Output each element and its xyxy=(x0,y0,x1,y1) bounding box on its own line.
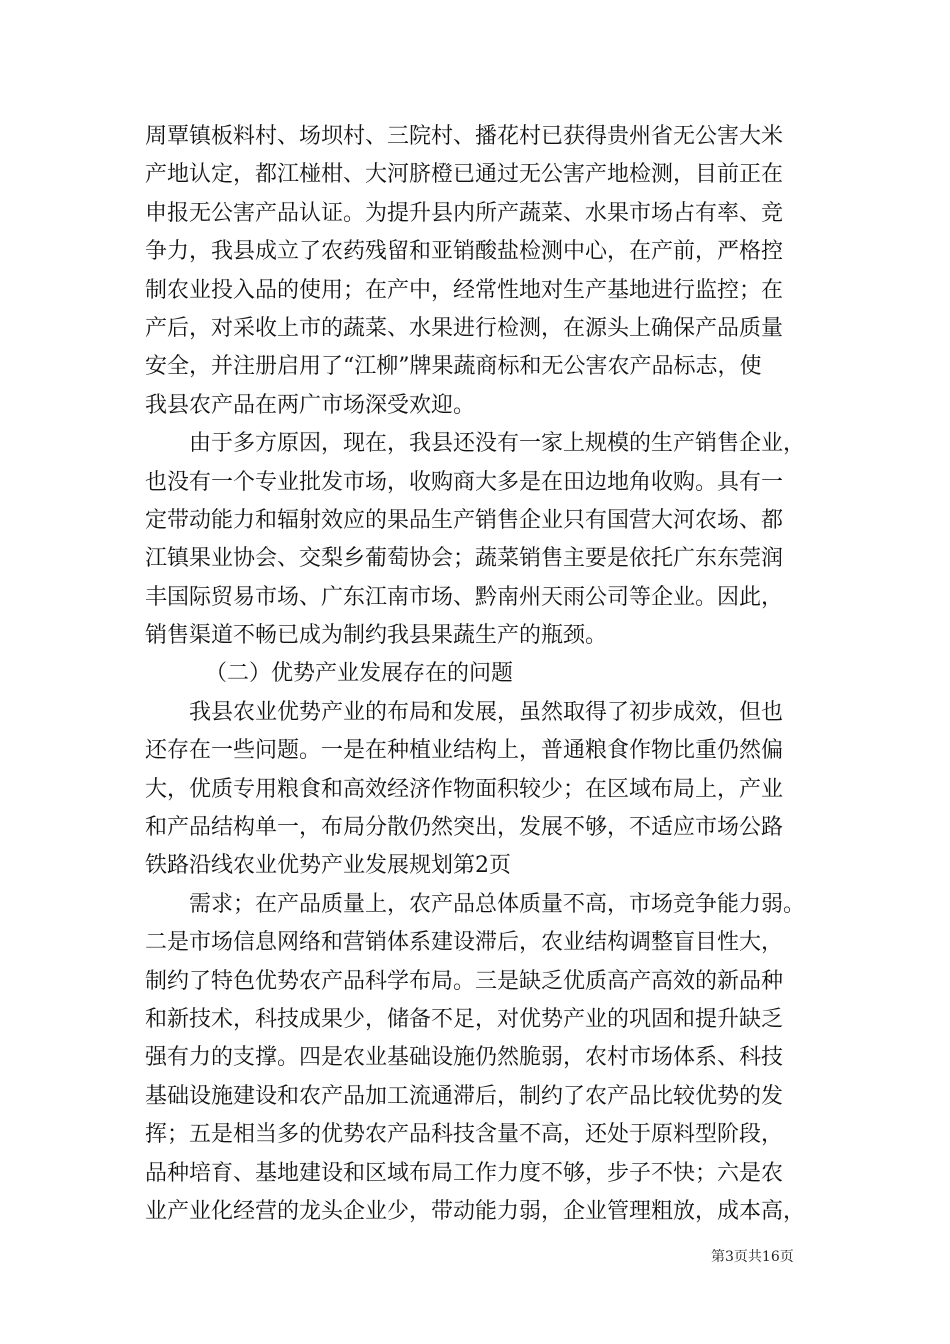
text-line: 争力，我县成立了农药残留和亚销酸盐检测中心，在产前，严格控 xyxy=(145,239,784,265)
text-line: 周覃镇板料村、场坝村、三院村、播花村已获得贵州省无公害大米 xyxy=(145,124,784,149)
text-line: 和产品结构单一，布局分散仍然突出，发展不够，不适应市场公路 xyxy=(145,815,784,841)
text-line: 和新技术，科技成果少，储备不足，对优势产业的巩固和提升缺乏 xyxy=(145,1006,784,1032)
text-line: 挥；五是相当多的优势农产品科技含量不高，还处于原料型阶段， xyxy=(145,1122,784,1148)
text-line: 申报无公害产品认证。为提升县内所产蔬菜、水果市场占有率、竞 xyxy=(145,200,784,226)
text-line: 也没有一个专业批发市场，收购商大多是在田边地角收购。具有一 xyxy=(145,469,784,495)
page-number-footer: 第3页共16页 xyxy=(711,1249,794,1265)
text-line: 销售渠道不畅已成为制约我县果蔬生产的瓶颈。 xyxy=(145,623,608,649)
text-line: 业产业化经营的龙头企业少，带动能力弱，企业管理粗放，成本高， xyxy=(145,1198,806,1224)
text-line: 制农业投入品的使用；在产中，经常性地对生产基地进行监控；在 xyxy=(145,277,784,303)
text-line: 定带动能力和辐射效应的果品生产销售企业只有国营大河农场、都 xyxy=(145,507,784,533)
text-line: 安全，并注册启用了“江柳”牌果蔬商标和无公害农产品标志，使 xyxy=(145,354,762,380)
text-line: 制约了特色优势农产品科学布局。三是缺乏优质高产高效的新品种 xyxy=(145,968,784,994)
text-line: 二是市场信息网络和营销体系建设滞后，农业结构调整盲目性大， xyxy=(145,930,784,956)
paragraph-start-line: 需求；在产品质量上，农产品总体质量不高，市场竞争能力弱。 xyxy=(189,891,806,917)
text-line: 大，优质专用粮食和高效经济作物面积较少；在区域布局上，产业 xyxy=(145,776,784,802)
text-line: 还存在一些问题。一是在种植业结构上，普通粮食作物比重仍然偏 xyxy=(145,738,784,764)
text-line: 产地认定，都江椪柑、大河脐橙已通过无公害产地检测，目前正在 xyxy=(145,162,784,188)
text-line: 产后，对采收上市的蔬菜、水果进行检测，在源头上确保产品质量 xyxy=(145,315,784,341)
document-body xyxy=(145,118,825,1231)
text-line: 江镇果业协会、交梨乡葡萄协会；蔬菜销售主要是依托广东东莞润 xyxy=(145,546,784,572)
text-line: 我县农产品在两广市场深受欢迎。 xyxy=(145,392,476,418)
section-heading: （二）优势产业发展存在的问题 xyxy=(205,661,514,687)
text-line: 铁路沿线农业优势产业发展规划第2页 xyxy=(145,853,511,879)
paragraph-start-line: 由于多方原因，现在，我县还没有一家上规模的生产销售企业， xyxy=(189,431,806,457)
text-line: 丰国际贸易市场、广东江南市场、黔南州天雨公司等企业。因此， xyxy=(145,584,784,610)
text-line: 强有力的支撑。四是农业基础设施仍然脆弱，农村市场体系、科技 xyxy=(145,1045,784,1071)
text-line: 基础设施建设和农产品加工流通滞后，制约了农产品比较优势的发 xyxy=(145,1083,784,1109)
paragraph-start-line: 我县农业优势产业的布局和发展，虽然取得了初步成效，但也 xyxy=(189,699,784,725)
text-line: 品种培育、基地建设和区域布局工作力度不够，步子不快；六是农 xyxy=(145,1160,784,1186)
